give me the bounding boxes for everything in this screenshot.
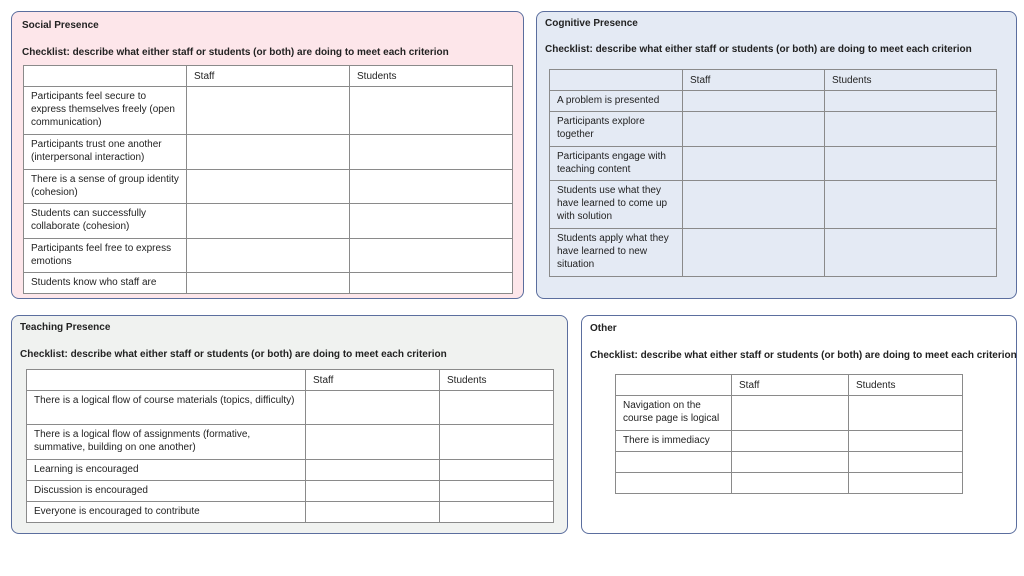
criterion-cell[interactable] [616,452,732,473]
table-row [27,460,554,481]
staff-cell[interactable] [683,91,825,112]
criterion-cell: There is a sense of group identity (cohesion) [24,170,187,204]
criterion-cell: Students apply what they have learned to new situation [550,229,683,277]
table-row [550,147,997,181]
checklist-table [549,69,997,277]
table-row [24,273,513,294]
criterion-cell: Participants explore together [550,112,683,147]
criterion-cell: Navigation on the course page is logical [616,396,732,431]
students-cell[interactable] [825,91,997,112]
table-row [24,87,513,135]
staff-cell[interactable] [306,391,440,425]
other-panel [581,315,1017,534]
panel-subtitle: Checklist: describe what either staff or students (or both) are doing to meet each criterion [590,350,1017,361]
table-row [550,91,997,112]
staff-cell[interactable] [306,460,440,481]
teaching-presence-panel [11,315,568,534]
panel-title: Teaching Presence [20,322,111,333]
criterion-cell: Discussion is encouraged [27,481,306,502]
criterion-cell: Learning is encouraged [27,460,306,481]
column-header-students: Students [849,375,963,396]
students-cell[interactable] [440,481,554,502]
panel-subtitle: Checklist: describe what either staff or students (or both) are doing to meet each criterion [20,349,447,360]
students-cell[interactable] [350,204,513,239]
students-cell[interactable] [440,502,554,523]
table-row [24,239,513,273]
panel-subtitle: Checklist: describe what either staff or students (or both) are doing to meet each criterion [545,44,972,55]
students-cell[interactable] [849,452,963,473]
students-cell[interactable] [350,239,513,273]
panel-title: Cognitive Presence [545,18,638,29]
corner-cell [616,375,732,396]
criterion-cell: Participants feel free to express emotions [24,239,187,273]
criterion-cell: Students know who staff are [24,273,187,294]
table-row [550,229,997,277]
table-row [27,502,554,523]
staff-cell[interactable] [306,425,440,460]
column-header-students: Students [350,66,513,87]
column-header-staff: Staff [732,375,849,396]
students-cell[interactable] [350,135,513,170]
corner-cell [27,370,306,391]
table-row [27,481,554,502]
criterion-cell[interactable] [616,473,732,494]
column-header-staff: Staff [683,70,825,91]
criterion-cell: Everyone is encouraged to contribute [27,502,306,523]
table-row [616,431,963,452]
table-row [550,112,997,147]
table-row [24,135,513,170]
students-cell[interactable] [825,112,997,147]
students-cell[interactable] [440,391,554,425]
students-cell[interactable] [825,147,997,181]
students-cell[interactable] [825,181,997,229]
staff-cell[interactable] [306,481,440,502]
table-row [616,473,963,494]
staff-cell[interactable] [187,204,350,239]
column-header-staff: Staff [187,66,350,87]
staff-cell[interactable] [732,396,849,431]
criterion-cell: A problem is presented [550,91,683,112]
column-header-students: Students [440,370,554,391]
criterion-cell: Participants feel secure to express themselves freely (open communication) [24,87,187,135]
social-presence-panel [11,11,524,299]
students-cell[interactable] [849,473,963,494]
staff-cell[interactable] [732,473,849,494]
criterion-cell: There is a logical flow of assignments (formative, summative, building on one another) [27,425,306,460]
panel-title: Other [590,323,617,334]
criterion-cell: There is immediacy [616,431,732,452]
staff-cell[interactable] [187,170,350,204]
students-cell[interactable] [440,460,554,481]
staff-cell[interactable] [187,273,350,294]
panel-subtitle: Checklist: describe what either staff or students (or both) are doing to meet each criterion [22,47,449,58]
table-row [616,396,963,431]
checklist-table [615,374,963,494]
staff-cell[interactable] [683,112,825,147]
students-cell[interactable] [350,170,513,204]
staff-cell[interactable] [683,147,825,181]
panel-title: Social Presence [22,20,99,31]
checklist-table [23,65,513,294]
criterion-cell: Participants engage with teaching content [550,147,683,181]
staff-cell[interactable] [732,431,849,452]
staff-cell[interactable] [683,181,825,229]
criterion-cell: Students use what they have learned to come up with solution [550,181,683,229]
table-row [24,170,513,204]
table-row [27,391,554,425]
table-row [27,425,554,460]
students-cell[interactable] [849,431,963,452]
staff-cell[interactable] [732,452,849,473]
criterion-cell: There is a logical flow of course materials (topics, difficulty) [27,391,306,425]
staff-cell[interactable] [187,135,350,170]
column-header-staff: Staff [306,370,440,391]
staff-cell[interactable] [306,502,440,523]
students-cell[interactable] [825,229,997,277]
staff-cell[interactable] [187,87,350,135]
column-header-students: Students [825,70,997,91]
students-cell[interactable] [350,87,513,135]
table-row [24,204,513,239]
criterion-cell: Students can successfully collaborate (cohesion) [24,204,187,239]
corner-cell [550,70,683,91]
staff-cell[interactable] [187,239,350,273]
students-cell[interactable] [440,425,554,460]
staff-cell[interactable] [683,229,825,277]
cognitive-presence-panel [536,11,1017,299]
students-cell[interactable] [849,396,963,431]
corner-cell [24,66,187,87]
criterion-cell: Participants trust one another (interpersonal interaction) [24,135,187,170]
checklist-table [26,369,554,523]
table-row [550,181,997,229]
table-row [616,452,963,473]
students-cell[interactable] [350,273,513,294]
